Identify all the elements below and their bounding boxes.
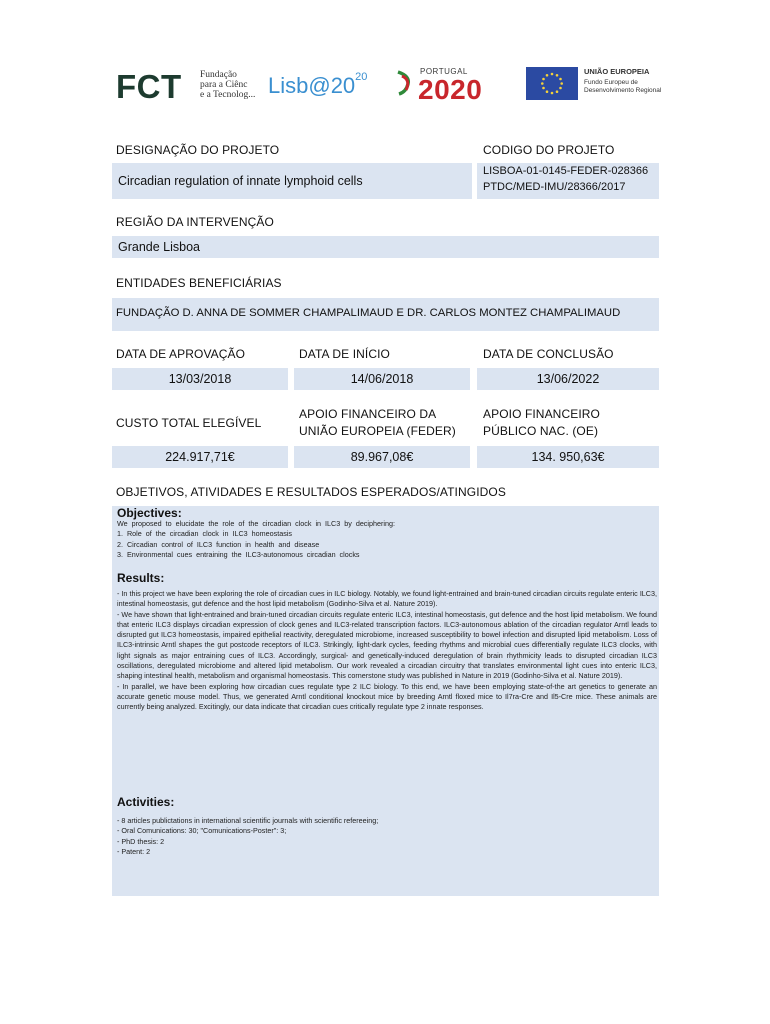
objectives-line: 3. Environmental cues entraining the ILC3-autonomous circadian clocks bbox=[117, 549, 360, 559]
activities-line: - Patent: 2 bbox=[117, 846, 151, 856]
eu-subtitle bbox=[584, 79, 661, 95]
designacao-value: Circadian regulation of innate lymphoid cells bbox=[118, 174, 363, 188]
conclusao-value: 13/06/2022 bbox=[536, 372, 600, 386]
objectives-line: 1. Role of the circadian clock in ILC3 homeostasis bbox=[117, 529, 293, 539]
aprovacao-value: 13/03/2018 bbox=[168, 372, 232, 386]
entidades-label: ENTIDADES BENEFICIÁRIAS bbox=[116, 276, 282, 290]
eu-sub-line: Desenvolvimento Regional bbox=[584, 87, 662, 94]
fct-sub-line: Fundação bbox=[200, 70, 237, 80]
results-paragraph: - In parallel, we have been exploring how circadian cues regulate type 2 ILC biology. To this end, we have been employing state-of-the art genetics to generate an accurate genetic mouse model. Thus, we generated Arntl conditional knockout mice by breeding Arntl floxed mice to Il7ra-Cre and Il5-Cre mice. These animals are currently being analyzed. Excitingly, our data indicate that circadian cues critically regulate type 2 innate responses. bbox=[117, 681, 657, 712]
custo-value: 224.917,71€ bbox=[165, 450, 235, 464]
apoio-nac-value: 134. 950,63€ bbox=[531, 450, 605, 464]
portugal2020-mark-icon bbox=[396, 70, 414, 96]
activities-line: - Oral Comunications: 30; "Comunications-Poster": 3; bbox=[117, 826, 287, 836]
conclusao-label: DATA DE CONCLUSÃO bbox=[483, 347, 614, 361]
activities-line: - 8 articles publictations in international scientific journals with scientific refereeing; bbox=[117, 816, 379, 825]
apoio-ue-label-2: UNIÃO EUROPEIA (FEDER) bbox=[299, 424, 456, 438]
objectives-list bbox=[117, 519, 657, 560]
objectives-heading: Objectives: bbox=[117, 506, 182, 520]
objectives-line: We proposed to elucidate the role of the circadian clock in ILC3 by deciphering: bbox=[117, 519, 395, 528]
inicio-value: 14/06/2018 bbox=[350, 372, 414, 386]
lisboa-logo-text: Lisb@20 bbox=[268, 73, 356, 98]
apoio-ue-value: 89.967,08€ bbox=[350, 450, 414, 464]
eu-stars-icon bbox=[526, 67, 578, 100]
objetivos-label: OBJETIVOS, ATIVIDADES E RESULTADOS ESPERADOS/ATINGIDOS bbox=[116, 485, 506, 499]
activities-heading: Activities: bbox=[117, 795, 175, 809]
objectives-line: 2. Circadian control of ILC3 function in health and disease bbox=[117, 539, 320, 549]
lisboa2020-logo bbox=[268, 73, 367, 99]
custo-label: CUSTO TOTAL ELEGÍVEL bbox=[116, 416, 262, 430]
results-heading: Results: bbox=[117, 571, 165, 585]
apoio-ue-label-1: APOIO FINANCEIRO DA bbox=[299, 407, 437, 421]
fct-sub-line: e a Tecnolog... bbox=[200, 90, 256, 100]
codigo-label: CODIGO DO PROJETO bbox=[483, 143, 615, 157]
eu-title: UNIÃO EUROPEIA bbox=[584, 67, 650, 76]
inicio-label: DATA DE INÍCIO bbox=[299, 347, 390, 361]
activities-list bbox=[117, 816, 657, 857]
codigo-value-2: PTDC/MED-IMU/28366/2017 bbox=[483, 181, 626, 193]
aprovacao-label: DATA DE APROVAÇÃO bbox=[116, 347, 246, 361]
apoio-nac-label-1: APOIO FINANCEIRO bbox=[483, 407, 600, 421]
eu-sub-line: Fundo Europeu de bbox=[584, 79, 638, 86]
codigo-value-1: LISBOA-01-0145-FEDER-028366 bbox=[483, 165, 649, 177]
results-text bbox=[117, 589, 657, 713]
regiao-label: REGIÃO DA INTERVENÇÃO bbox=[116, 215, 274, 229]
results-paragraph: - In this project we have been exploring the role of circadian cues in ILC biology. Notably, we found light-entrained and brain-tuned circadian circuits regulate enteric ILC3, intestinal homeostasis, gut defence and the host lipid metabolism (Godinho-Silva et al. Nature 2019). bbox=[117, 589, 657, 609]
apoio-nac-label-2: PÚBLICO NAC. (OE) bbox=[483, 424, 599, 438]
activities-line: - PhD thesis: 2 bbox=[117, 836, 165, 846]
designacao-label: DESIGNAÇÃO DO PROJETO bbox=[116, 143, 280, 157]
portugal-word: PORTUGAL bbox=[420, 67, 468, 76]
fct-logo-subtitle bbox=[200, 70, 255, 100]
entidades-value: FUNDAÇÃO D. ANNA DE SOMMER CHAMPALIMAUD E DR. CARLOS MONTEZ CHAMPALIMAUD bbox=[116, 307, 621, 319]
regiao-value: Grande Lisboa bbox=[118, 240, 201, 254]
portugal2020-logo: 2020 bbox=[418, 74, 483, 105]
fct-sub-line: para a Ciênc bbox=[200, 80, 248, 90]
fct-logo: FCT bbox=[116, 68, 182, 105]
results-paragraph: - We have shown that light-entrained and brain-tuned circadian circuits regulate enteric ILC3, intestinal homeostasis, gut defence and the host lipid metabolism. We found that enteric ILC3 displays circadian expression of clock genes and ILC3-related transcription factors. ILC3-autonomous ablation of the circadian regulator Arntl leads to disrupted gut ILC3 homeostasis, impaired epithelial reactivity, deregulated microbiome, increased susceptibility to bowel infection and disrupted lipid metabolism. Loss of ILC3-intrinsic Arntl shapes the gut postcode receptors of ILC3. Strikingly, light-dark cycles, feeding rhythms and microbial cues differentially regulate ILC3 clocks, with light signals as major entraining cues of ILC3. Accordingly, surgical- and genetically-induced deregulation of brain rhythmicity leads to disrupted circadian ILC3 oscillations, deregulated microbiome and altered lipid metabolism. Our work revealed a circadian circuitry that translates environmental light cues into enteric ILC3, shaping intestinal health, metabolism and organismal homeostasis. This cornerstone study was published in Nature in 2019 (Godinho-Silva et al. Nature 2019). bbox=[117, 609, 657, 681]
eu-flag-icon bbox=[526, 67, 578, 100]
lisboa-logo-sup: 20 bbox=[355, 71, 368, 83]
